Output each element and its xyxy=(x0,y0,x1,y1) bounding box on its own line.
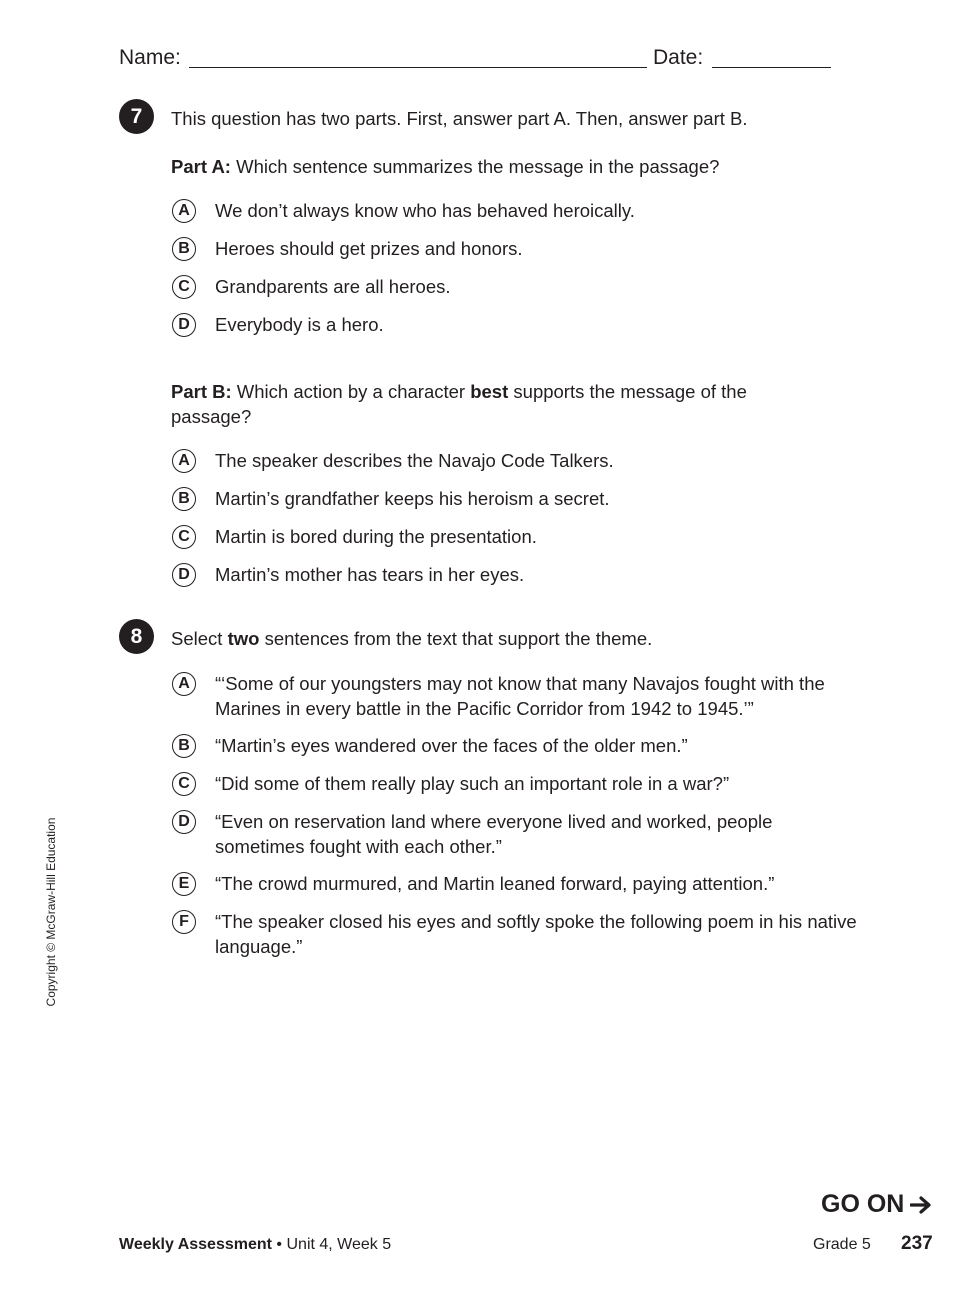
option-bubble[interactable]: B xyxy=(172,237,196,261)
footer-left xyxy=(119,1236,391,1254)
option-text: “‘Some of our youngsters may not know that many Navajos fought with the Marines in every battle in the Pacific Corridor from 1942 to 1945.’” xyxy=(215,673,825,719)
option-bubble[interactable]: D xyxy=(172,810,196,834)
option-bubble[interactable]: B xyxy=(172,487,196,511)
footer-assessment: Weekly Assessment xyxy=(119,1236,272,1253)
footer-separator: • xyxy=(271,1236,287,1253)
q8-option-f[interactable] xyxy=(172,909,860,959)
part-a-label: Part A: xyxy=(171,156,231,177)
option-bubble[interactable]: A xyxy=(172,672,196,696)
footer-unit: Unit 4, Week 5 xyxy=(286,1236,392,1253)
option-text: We don’t always know who has behaved heroically. xyxy=(215,200,635,221)
option-text: “Martin’s eyes wandered over the faces of the older men.” xyxy=(215,735,688,756)
part-b-question xyxy=(171,379,811,429)
part-a-option-d[interactable] xyxy=(172,312,860,337)
question-7-intro: This question has two parts. First, answer part A. Then, answer part B. xyxy=(171,108,748,129)
option-text: Martin’s mother has tears in her eyes. xyxy=(215,564,525,585)
footer-grade: Grade 5 xyxy=(813,1236,871,1253)
part-b-option-b[interactable] xyxy=(172,486,860,511)
part-a-option-c[interactable] xyxy=(172,274,860,299)
copyright-notice: Copyright © McGraw-Hill Education xyxy=(44,817,58,1007)
part-a-option-a[interactable] xyxy=(172,198,860,223)
date-field-line[interactable] xyxy=(712,67,831,68)
q8-option-e[interactable] xyxy=(172,871,860,896)
option-text: Martin’s grandfather keeps his heroism a secret. xyxy=(215,488,610,509)
part-b-option-a[interactable] xyxy=(172,448,860,473)
option-bubble[interactable]: D xyxy=(172,563,196,587)
go-on-label: GO ON xyxy=(821,1190,905,1218)
option-bubble[interactable]: C xyxy=(172,525,196,549)
q8-text-pre: Select xyxy=(171,628,223,649)
date-label: Date: xyxy=(653,46,704,69)
option-text: Everybody is a hero. xyxy=(215,314,384,335)
option-text: Martin is bored during the presentation. xyxy=(215,526,537,547)
option-text: Grandparents are all heroes. xyxy=(215,276,451,297)
option-text: “Even on reservation land where everyone lived and worked, people sometimes fought with each other.” xyxy=(215,811,773,857)
part-b-emphasis: best xyxy=(470,381,509,402)
part-a-text: Which sentence summarizes the message in the passage? xyxy=(236,156,720,177)
q8-option-b[interactable] xyxy=(172,733,860,758)
question-8-number: 8 xyxy=(119,619,154,654)
go-on-indicator xyxy=(821,1190,932,1219)
option-text: The speaker describes the Navajo Code Talkers. xyxy=(215,450,614,471)
q8-option-a[interactable] xyxy=(172,671,860,721)
question-8-text xyxy=(171,626,652,651)
part-b-text-post: supports the message of the passage? xyxy=(171,381,747,427)
arrow-right-icon xyxy=(910,1196,932,1214)
page-number: 237 xyxy=(901,1233,933,1254)
option-bubble[interactable]: C xyxy=(172,772,196,796)
name-field-line[interactable] xyxy=(189,67,647,68)
option-bubble[interactable]: B xyxy=(172,734,196,758)
option-bubble[interactable]: E xyxy=(172,872,196,896)
part-a-option-b[interactable] xyxy=(172,236,860,261)
option-bubble[interactable]: F xyxy=(172,910,196,934)
option-bubble[interactable]: A xyxy=(172,199,196,223)
q8-emphasis: two xyxy=(227,628,260,649)
q8-option-d[interactable] xyxy=(172,809,860,859)
option-bubble[interactable]: D xyxy=(172,313,196,337)
option-bubble[interactable]: A xyxy=(172,449,196,473)
part-b-label: Part B: xyxy=(171,381,232,402)
option-text: Heroes should get prizes and honors. xyxy=(215,238,523,259)
part-b-text-pre: Which action by a character xyxy=(236,381,466,402)
option-bubble[interactable]: C xyxy=(172,275,196,299)
question-7-number: 7 xyxy=(119,99,154,134)
option-text: “Did some of them really play such an important role in a war?” xyxy=(215,773,730,794)
part-b-option-d[interactable] xyxy=(172,562,860,587)
q8-text-post: sentences from the text that support the theme. xyxy=(264,628,653,649)
option-text: “The speaker closed his eyes and softly spoke the following poem in his native language.” xyxy=(215,911,857,957)
name-label: Name: xyxy=(119,46,181,69)
option-text: “The crowd murmured, and Martin leaned forward, paying attention.” xyxy=(215,873,775,894)
q8-option-c[interactable] xyxy=(172,771,860,796)
part-a-question xyxy=(171,154,719,179)
part-b-option-c[interactable] xyxy=(172,524,860,549)
